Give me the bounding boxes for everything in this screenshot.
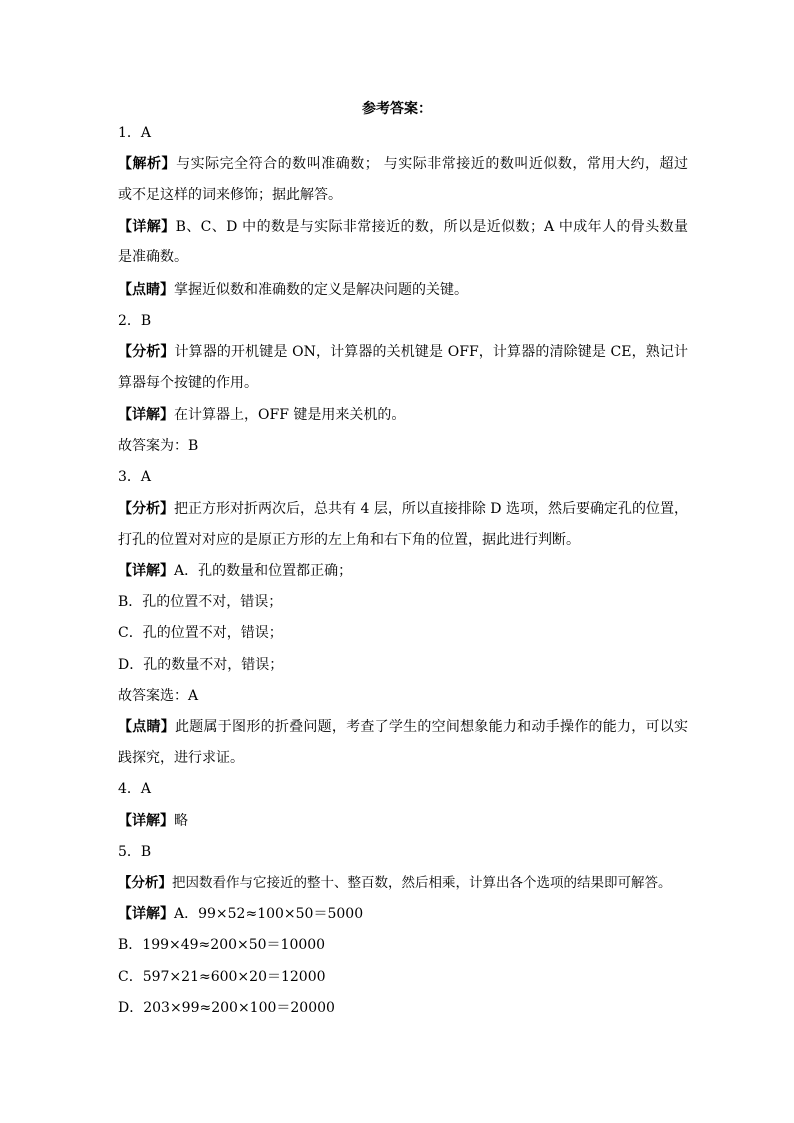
q1-dianjing-tag: 【点睛】 [118,282,174,298]
q3-fenxi-text1: 把正方形对折两次后，总共有 4 层，所以直接排除 D 选项，然后要确定孔的位置， [174,501,689,517]
q4-xiangjie-line1 [118,811,688,831]
q1-xiangjie-line2: 是准确数。 [118,249,188,265]
q3-dianjing-line2: 践探究，进行求证。 [118,750,244,766]
q2-label: 2．B [118,313,152,329]
q2-fenxi-text1: 计算器的开机键是 ON，计算器的关机键是 OFF，计算器的清除键是 CE，熟记计 [174,344,689,360]
q3-label: 3．A [118,469,152,485]
q3-option-b: B．孔的位置不对，错误； [118,594,283,610]
q5-option-b: B．199×49≈200×50＝10000 [118,937,326,953]
q2-fenxi-line1 [118,342,688,362]
q1-jiexi-tag: 【解析】 [118,156,177,172]
q3-option-d: D．孔的数量不对，错误； [118,657,284,673]
page-title: 参考答案： [362,101,432,117]
q5-fenxi-line1 [118,873,688,893]
q5-fenxi-text1: 把因数看作与它接近的整十、整百数，然后相乘，计算出各个选项的结果即可解答。 [172,875,672,891]
q1-jiexi-text1: 与实际完全符合的数叫准确数； 与实际非常接近的数叫近似数，常用大约，超过 [176,156,688,172]
q1-xiangjie-line1 [118,217,688,237]
q5-xiangjie-line1 [118,904,688,924]
q2-answer: 故答案为：B [118,438,199,454]
q2-fenxi-tag: 【分析】 [118,344,175,360]
q3-dianjing-tag: 【点睛】 [118,719,176,735]
q3-dianjing-line1 [118,717,688,737]
q3-fenxi-line2: 打孔的位置对对应的是原正方形的左上角和右下角的位置，据此进行判断。 [118,532,580,548]
q1-label: 1．A [118,125,152,141]
q3-answer: 故答案选：A [118,688,199,704]
q5-option-c: C．597×21≈600×20＝12000 [118,969,326,985]
q2-xiangjie-text1: 在计算器上，OFF 键是用来关机的。 [174,407,406,423]
q1-dianjing-line1 [118,280,688,300]
q2-xiangjie-line1 [118,405,688,425]
q5-option-d: D．203×99≈200×100＝20000 [118,1000,335,1016]
q1-dianjing-text1: 掌握近似数和准确数的定义是解决问题的关键。 [174,282,468,298]
q5-xiangjie-text1: A．99×52≈100×50＝5000 [174,906,364,922]
q3-xiangjie-tag: 【详解】 [118,563,174,579]
q3-fenxi-line1 [118,499,688,519]
q4-xiangjie-tag: 【详解】 [118,813,174,829]
q3-fenxi-tag: 【分析】 [118,501,175,517]
q1-xiangjie-text1: B、C、D 中的数是与实际非常接近的数，所以是近似数；A 中成年人的骨头数量 [175,219,689,235]
q3-xiangjie-text1: A．孔的数量和位置都正确； [174,563,353,579]
q5-fenxi-tag: 【分析】 [118,875,172,891]
q3-dianjing-text1: 此题属于图形的折叠问题，考查了学生的空间想象能力和动手操作的能力，可以实 [175,719,689,735]
q3-option-c: C．孔的位置不对，错误； [118,625,283,641]
q1-xiangjie-tag: 【详解】 [118,219,176,235]
q2-fenxi-line2: 算器每个按键的作用。 [118,375,258,391]
q1-jiexi-line2: 或不足这样的词来修饰；据此解答。 [118,187,342,203]
q5-xiangjie-tag: 【详解】 [118,906,174,922]
q5-label: 5．B [118,844,152,860]
q3-xiangjie-line1 [118,561,688,581]
q1-jiexi-line1 [118,154,688,174]
q4-xiangjie-text1: 略 [174,813,188,829]
q4-label: 4．A [118,781,152,797]
q2-xiangjie-tag: 【详解】 [118,407,174,423]
